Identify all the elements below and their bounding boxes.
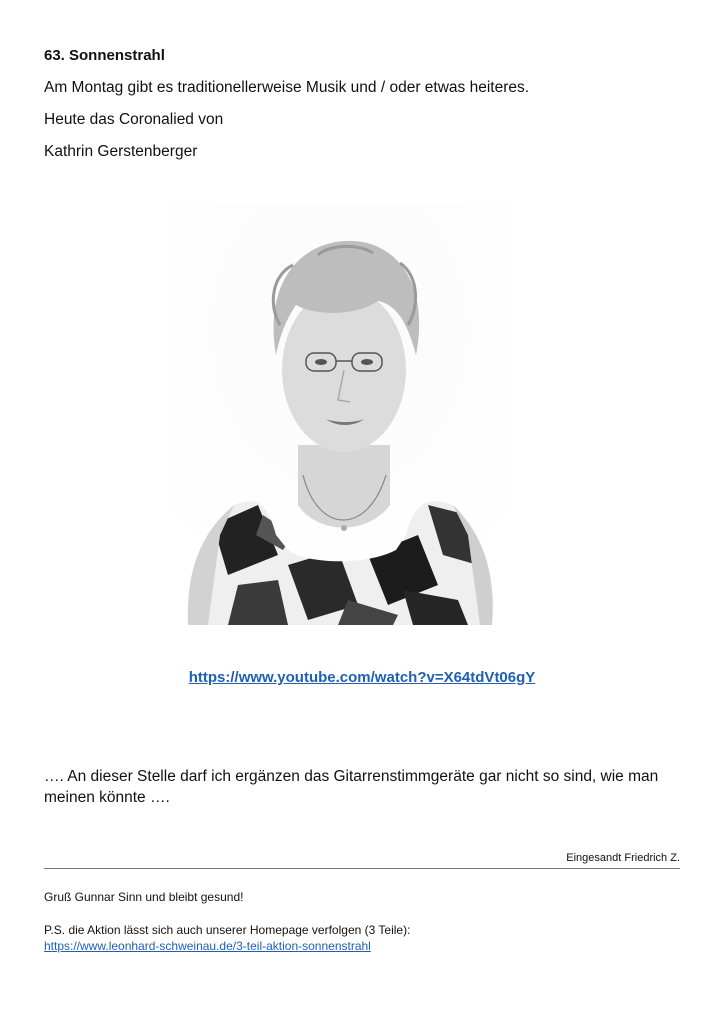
intro-line-2: Heute das Coronalied von <box>44 111 224 128</box>
note-paragraph: …. An dieser Stelle darf ich ergänzen das Gitarrenstimmgeräte gar nicht so sind, wie man meinen könnte …. <box>44 768 659 806</box>
page-title: 63. Sonnenstrahl <box>44 47 165 64</box>
divider-line <box>44 868 680 869</box>
greeting-text: Gruß Gunnar Sinn und bleibt gesund! <box>44 890 244 904</box>
submitter-credit: Eingesandt Friedrich Z. <box>566 852 680 864</box>
intro-line-3: Kathrin Gerstenberger <box>44 143 198 160</box>
intro-line-1: Am Montag gibt es traditionellerweise Musik und / oder etwas heiteres. <box>44 79 530 96</box>
ps-text: P.S. die Aktion lässt sich auch unserer Homepage verfolgen (3 Teile): <box>44 923 411 937</box>
portrait-photo <box>168 205 512 625</box>
youtube-link[interactable]: https://www.youtube.com/watch?v=X64tdVt06gY <box>188 669 536 686</box>
homepage-link[interactable]: https://www.leonhard-schweinau.de/3-teil-aktion-sonnenstrahl <box>44 939 371 953</box>
